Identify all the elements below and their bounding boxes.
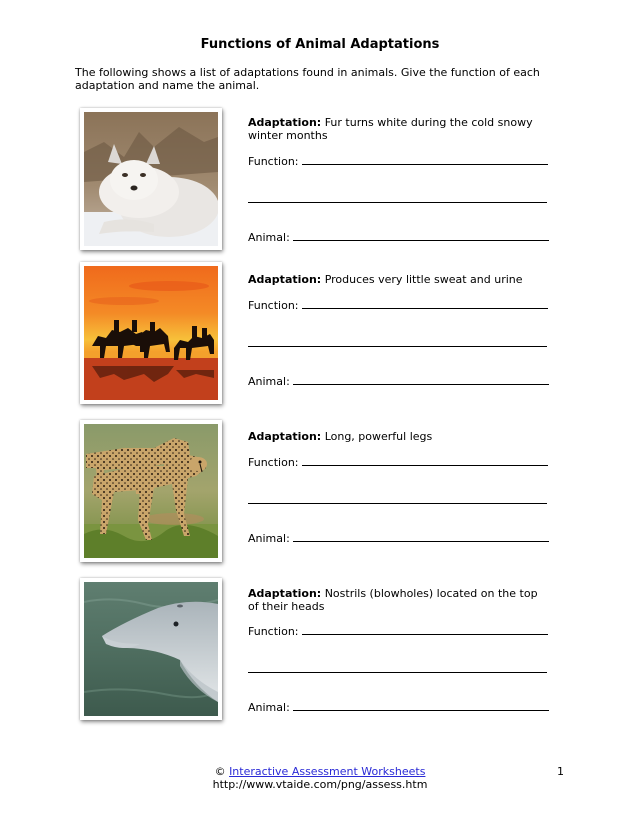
function-line-1[interactable] bbox=[248, 155, 548, 168]
function-line-2[interactable] bbox=[248, 299, 548, 312]
function-extra-line-4[interactable] bbox=[248, 663, 547, 676]
function-label: Function: bbox=[248, 456, 299, 469]
adaptation-description: Long, powerful legs bbox=[324, 430, 433, 443]
function-extra-line-1[interactable] bbox=[248, 193, 547, 206]
adaptation-description: Fur turns white during the cold snowy winter months bbox=[248, 116, 533, 142]
dolphin-photo bbox=[80, 578, 222, 720]
function-line-3[interactable] bbox=[248, 456, 548, 469]
function-blank-continued[interactable] bbox=[248, 337, 547, 347]
adaptation-label: Adaptation: bbox=[248, 273, 322, 286]
function-extra-line-3[interactable] bbox=[248, 494, 547, 507]
function-blank[interactable] bbox=[302, 456, 548, 466]
function-blank[interactable] bbox=[302, 625, 548, 635]
adaptation-text-2 bbox=[248, 274, 548, 287]
animal-label: Animal: bbox=[248, 375, 290, 388]
page-number: 1 bbox=[557, 765, 564, 778]
worksheet-title: Functions of Animal Adaptations bbox=[200, 37, 440, 52]
animal-label: Animal: bbox=[248, 532, 290, 545]
adaptation-text-4 bbox=[248, 588, 548, 613]
animal-blank[interactable] bbox=[293, 231, 549, 241]
animal-line-3[interactable] bbox=[248, 532, 549, 545]
adaptation-text-3 bbox=[248, 431, 548, 444]
animal-line-1[interactable] bbox=[248, 231, 549, 244]
adaptation-label: Adaptation: bbox=[248, 116, 322, 129]
function-label: Function: bbox=[248, 155, 299, 168]
animal-blank[interactable] bbox=[293, 375, 549, 385]
function-label: Function: bbox=[248, 625, 299, 638]
camels-sunset-photo bbox=[80, 262, 222, 404]
animal-line-2[interactable] bbox=[248, 375, 549, 388]
cheetahs-photo bbox=[80, 420, 222, 562]
animal-blank[interactable] bbox=[293, 701, 549, 711]
function-label: Function: bbox=[248, 299, 299, 312]
adaptation-label: Adaptation: bbox=[248, 587, 322, 600]
function-line-4[interactable] bbox=[248, 625, 548, 638]
function-blank-continued[interactable] bbox=[248, 494, 547, 504]
arctic-fox-photo bbox=[80, 108, 222, 250]
function-blank-continued[interactable] bbox=[248, 193, 547, 203]
function-blank[interactable] bbox=[302, 155, 548, 165]
instructions-text: The following shows a list of adaptations found in animals. Give the function of each adaptation and name the animal. bbox=[75, 66, 540, 92]
adaptation-description: Nostrils (blowholes) located on the top of their heads bbox=[248, 587, 538, 613]
animal-label: Animal: bbox=[248, 701, 290, 714]
page-footer bbox=[0, 765, 640, 791]
footer-link[interactable]: Interactive Assessment Worksheets bbox=[229, 765, 426, 778]
adaptation-label: Adaptation: bbox=[248, 430, 322, 443]
animal-line-4[interactable] bbox=[248, 701, 549, 714]
function-extra-line-2[interactable] bbox=[248, 337, 547, 350]
animal-blank[interactable] bbox=[293, 532, 549, 542]
footer-url: http://www.vtaide.com/png/assess.htm bbox=[212, 778, 428, 791]
adaptation-text-1 bbox=[248, 117, 548, 142]
adaptation-description: Produces very little sweat and urine bbox=[324, 273, 523, 286]
copyright-symbol: © bbox=[214, 765, 226, 778]
function-blank-continued[interactable] bbox=[248, 663, 547, 673]
animal-label: Animal: bbox=[248, 231, 290, 244]
function-blank[interactable] bbox=[302, 299, 548, 309]
